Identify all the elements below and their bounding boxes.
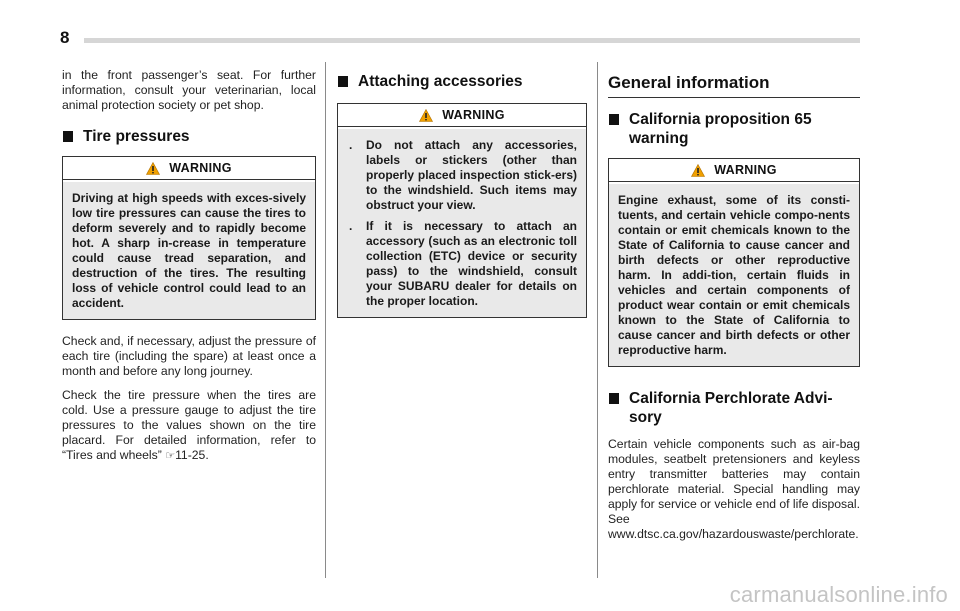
warning-triangle-icon	[146, 162, 160, 175]
list-item	[347, 219, 577, 309]
column-divider	[597, 62, 598, 578]
warning-text: Driving at high speeds with exces-sively low tire pressures can cause the tires to deform severely and to rapidly become hot. A sharp in-crease in temperature could cause tread separation, and destruction of the tires. The resulting loss of vehicle control could lead to an accident.	[72, 191, 306, 310]
tire-check-paragraph: Check and, if necessary, adjust the pressure of each tire (including the spare) at least once a month and before any long journey.	[62, 334, 316, 378]
tire-cold-paragraph	[62, 388, 316, 464]
tire-pressures-heading	[62, 127, 316, 146]
warning-header	[63, 157, 315, 180]
list-item	[347, 138, 577, 213]
watermark: carmanualsonline.info	[729, 582, 948, 607]
column-middle	[337, 68, 587, 328]
list-bullet: .	[349, 138, 353, 152]
warning-body	[63, 182, 315, 319]
heading-text: Tire pressures	[83, 128, 190, 145]
column-right	[608, 68, 860, 551]
page-reference[interactable]: 11-25.	[175, 448, 209, 462]
heading-text: California proposition 65 warning	[629, 111, 812, 147]
square-bullet-icon	[338, 76, 348, 87]
square-bullet-icon	[609, 393, 619, 404]
square-bullet-icon	[63, 131, 73, 142]
warning-triangle-icon	[691, 164, 705, 177]
warning-header	[338, 104, 586, 127]
list-item-text: If it is necessary to attach an accessory (such as an electronic toll collection (ETC) device or security pass) to the windshield, consult your SUBARU dealer for details on the proper location.	[366, 219, 577, 308]
warning-list	[347, 138, 577, 309]
warning-label: WARNING	[442, 108, 505, 122]
intro-paragraph: in the front passenger’s seat. For further information, consult your veterinarian, local animal protection society or pet shop.	[62, 68, 316, 112]
warning-header	[609, 159, 859, 182]
warning-body	[609, 184, 859, 366]
heading-text: Attaching accessories	[358, 73, 523, 90]
warning-label: WARNING	[714, 163, 777, 177]
accessories-warning-box	[337, 103, 587, 318]
column-left	[62, 68, 316, 473]
prop65-warning-box	[608, 158, 860, 367]
heading-text: California Perchlorate Advi-sory	[629, 390, 833, 426]
paragraph-text: Check the tire pressure when the tires are cold. Use a pressure gauge to adjust the tire pressures to the values shown on the tire placard. For detailed information, refer to “Tires and wheels”	[62, 388, 316, 462]
square-bullet-icon	[609, 114, 619, 125]
general-information-title: General information	[608, 72, 860, 98]
attaching-accessories-heading	[337, 72, 587, 91]
warning-body	[338, 129, 586, 317]
warning-text: Engine exhaust, some of its consti-tuents, and certain vehicle compo-nents contain or emit chemicals known to the State of California to cause cancer and birth defects or other reproductive harm. In addi-tion, certain fluids in vehicles and certain components of product wear contain or emit chemicals known to the State of California to cause cancer and birth defects or other reproductive harm.	[618, 193, 850, 357]
warning-triangle-icon	[419, 109, 433, 122]
perchlorate-paragraph: Certain vehicle components such as air-bag modules, seatbelt pretensioners and keyless entry transmitter batteries may contain perchlorate material. Special handling may apply for service or vehicle end of life disposal. See www.dtsc.ca.gov/hazardouswaste/perchlorate.	[608, 437, 861, 541]
page-number: 8	[60, 28, 70, 47]
perchlorate-heading	[608, 389, 860, 427]
warning-label: WARNING	[169, 161, 232, 175]
list-item-text: Do not attach any accessories, labels or stickers (other than properly placed inspection stick-ers) to the windshield. Such items may obstruct your view.	[366, 138, 577, 212]
page-reference-icon: ☞	[165, 450, 176, 462]
column-divider	[325, 62, 326, 578]
prop65-heading	[608, 110, 860, 148]
list-bullet: .	[349, 219, 353, 233]
tire-warning-box	[62, 156, 316, 320]
header-rule	[84, 38, 860, 43]
